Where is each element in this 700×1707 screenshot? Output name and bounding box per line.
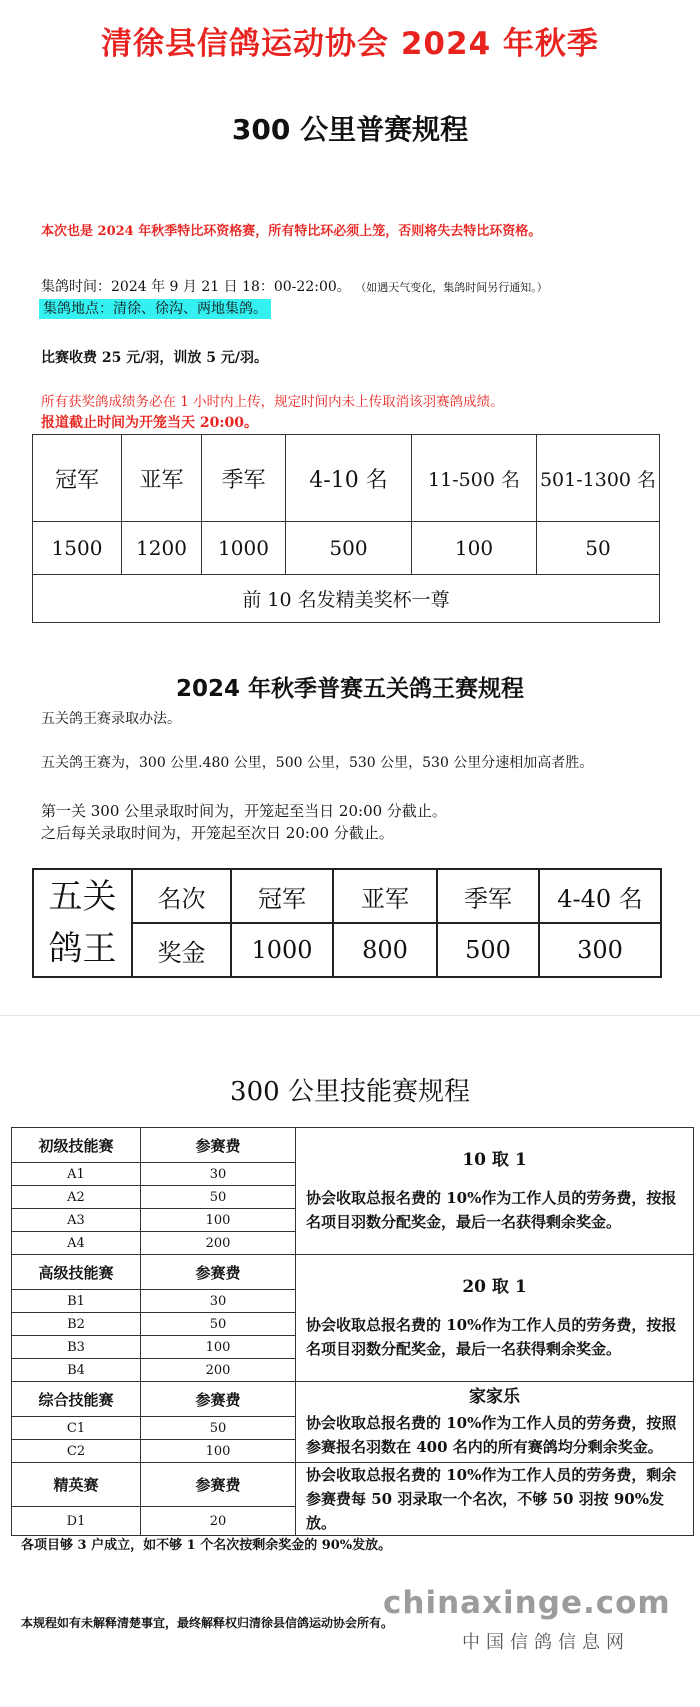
upload-rule-text: 所有获奖鸽成绩务必在 1 小时内上传，规定时间内未上传取消该羽赛鸽成绩。 — [41, 394, 504, 410]
group-b-desc-title: 20 取 1 — [462, 1277, 527, 1297]
deadline-text: 报道截止时间为开笼当天 20:00。 — [41, 415, 259, 431]
fee-c1: 50 — [141, 1417, 296, 1440]
item-b4: B4 — [12, 1359, 141, 1382]
section2-title: 2024 年秋季普赛五关鸽王赛规程 — [175, 676, 525, 702]
item-c1: C1 — [12, 1417, 141, 1440]
pk-prize-1: 1000 — [231, 923, 333, 977]
prize-header-6: 501-1300 名 — [537, 435, 660, 522]
fee-a1: 30 — [141, 1163, 296, 1186]
item-a1: A1 — [12, 1163, 141, 1186]
pk-prize-2: 800 — [333, 923, 437, 977]
item-a3: A3 — [12, 1209, 141, 1232]
title-line2: 300 公里普赛规程 — [231, 113, 469, 146]
fee-a2: 50 — [141, 1186, 296, 1209]
pk-rank-4: 4-40 名 — [539, 869, 661, 923]
item-a4: A4 — [12, 1232, 141, 1255]
fee-a3: 100 — [141, 1209, 296, 1232]
collect-time-note: （如遇天气变化，集鸽时间另行通知。） — [355, 281, 548, 294]
fee-d1: 20 — [141, 1507, 296, 1536]
item-a2: A2 — [12, 1186, 141, 1209]
group-b-fee-label: 参赛费 — [141, 1255, 296, 1290]
group-d-desc-text: 协会收取总报名费的 10%作为工作人员的劳务费，剩余参赛费每 50 羽录取一个名次，不够 50 羽按 90%发放。 — [306, 1466, 677, 1532]
group-b-desc-text: 协会收取总报名费的 10%作为工作人员的劳务费，按报名项目羽数分配奖金，最后一名获得剩余奖金。 — [306, 1316, 677, 1358]
group-d-desc — [296, 1463, 694, 1536]
group-c-fee-label: 参赛费 — [141, 1382, 296, 1417]
pk-prize-3: 500 — [437, 923, 539, 977]
pk-rank-2: 亚军 — [333, 869, 437, 923]
collect-place-text: 集鸽地点：清徐、徐沟、两地集鸽。 — [39, 299, 271, 319]
pk-prize-label: 奖金 — [132, 923, 231, 977]
fee-b1: 30 — [141, 1290, 296, 1313]
group-c-name: 综合技能赛 — [12, 1382, 141, 1417]
group-d-fee-label: 参赛费 — [141, 1463, 296, 1507]
collect-time — [41, 276, 548, 296]
prize-value-3: 1000 — [202, 522, 286, 575]
pigeon-king-table — [32, 868, 662, 978]
pk-prize-4: 300 — [539, 923, 661, 977]
prize-header-1: 冠军 — [33, 435, 122, 522]
pk-rank-1: 冠军 — [231, 869, 333, 923]
group-a-desc — [296, 1128, 694, 1255]
prize-header-2: 亚军 — [122, 435, 202, 522]
item-d1: D1 — [12, 1507, 141, 1536]
notice-text: 本次也是 2024 年秋季特比环资格赛，所有特比环必须上笼，否则将失去特比环资格。 — [41, 224, 542, 239]
item-b1: B1 — [12, 1290, 141, 1313]
group-b-desc — [296, 1255, 694, 1382]
prize-footer: 前 10 名发精美奖杯一尊 — [33, 575, 660, 623]
page-divider — [0, 1015, 700, 1016]
watermark-site: 中国信鸽信息网 — [462, 1632, 630, 1653]
pigeon-king-label: 五关 鸽王 — [33, 869, 132, 977]
section3-title: 300 公里技能赛规程 — [230, 1077, 470, 1107]
group-c-desc — [296, 1382, 694, 1463]
pk-rank-label: 名次 — [132, 869, 231, 923]
fee-text: 比赛收费 25 元/羽，训放 5 元/羽。 — [41, 350, 268, 366]
title-line1: 清徐县信鸽运动协会 2024 年秋季 — [101, 26, 599, 62]
s2-line1: 五关鸽王赛录取办法。 — [41, 711, 181, 727]
group-c-desc-text: 协会收取总报名费的 10%作为工作人员的劳务费，按照参赛报名羽数在 400 名内的所有赛鸽均分剩余奖金。 — [306, 1414, 677, 1456]
group-d-name: 精英赛 — [12, 1463, 141, 1507]
s2-line3: 第一关 300 公里录取时间为，开笼起至当日 20:00 分截止。 — [41, 802, 447, 820]
prize-value-2: 1200 — [122, 522, 202, 575]
skill-table — [11, 1127, 694, 1536]
group-a-desc-title: 10 取 1 — [462, 1150, 527, 1170]
prize-header-3: 季军 — [202, 435, 286, 522]
fee-b3: 100 — [141, 1336, 296, 1359]
skill-note: 各项目够 3 户成立，如不够 1 个名次按剩余奖金的 90%发放。 — [21, 1538, 392, 1553]
fee-b2: 50 — [141, 1313, 296, 1336]
item-b3: B3 — [12, 1336, 141, 1359]
group-b-name: 高级技能赛 — [12, 1255, 141, 1290]
prize-header-5: 11-500 名 — [412, 435, 537, 522]
group-a-desc-text: 协会收取总报名费的 10%作为工作人员的劳务费，按报名项目羽数分配奖金，最后一名获得剩余奖金。 — [306, 1189, 677, 1231]
prize-value-1: 1500 — [33, 522, 122, 575]
prize-table — [32, 434, 660, 623]
item-c2: C2 — [12, 1440, 141, 1463]
s2-line2: 五关鸽王赛为，300 公里.480 公里，500 公里，530 公里，530 公里分速相加高者胜。 — [41, 755, 594, 771]
s2-line4: 之后每关录取时间为，开笼起至次日 20:00 分截止。 — [41, 824, 394, 842]
item-b2: B2 — [12, 1313, 141, 1336]
group-a-fee-label: 参赛费 — [141, 1128, 296, 1163]
footer-text: 本规程如有未解释清楚事宜，最终解释权归清徐县信鸽运动协会所有。 — [21, 1616, 394, 1630]
group-a-name: 初级技能赛 — [12, 1128, 141, 1163]
prize-value-6: 50 — [537, 522, 660, 575]
pk-rank-3: 季军 — [437, 869, 539, 923]
prize-value-5: 100 — [412, 522, 537, 575]
fee-c2: 100 — [141, 1440, 296, 1463]
group-c-desc-title: 家家乐 — [469, 1387, 520, 1407]
collect-time-text: 集鸽时间：2024 年 9 月 21 日 18：00-22:00。 — [41, 279, 351, 295]
prize-value-4: 500 — [286, 522, 412, 575]
fee-a4: 200 — [141, 1232, 296, 1255]
fee-b4: 200 — [141, 1359, 296, 1382]
watermark-domain: chinaxinge.com — [383, 1585, 671, 1621]
collect-place — [39, 298, 271, 318]
prize-header-4: 4-10 名 — [286, 435, 412, 522]
